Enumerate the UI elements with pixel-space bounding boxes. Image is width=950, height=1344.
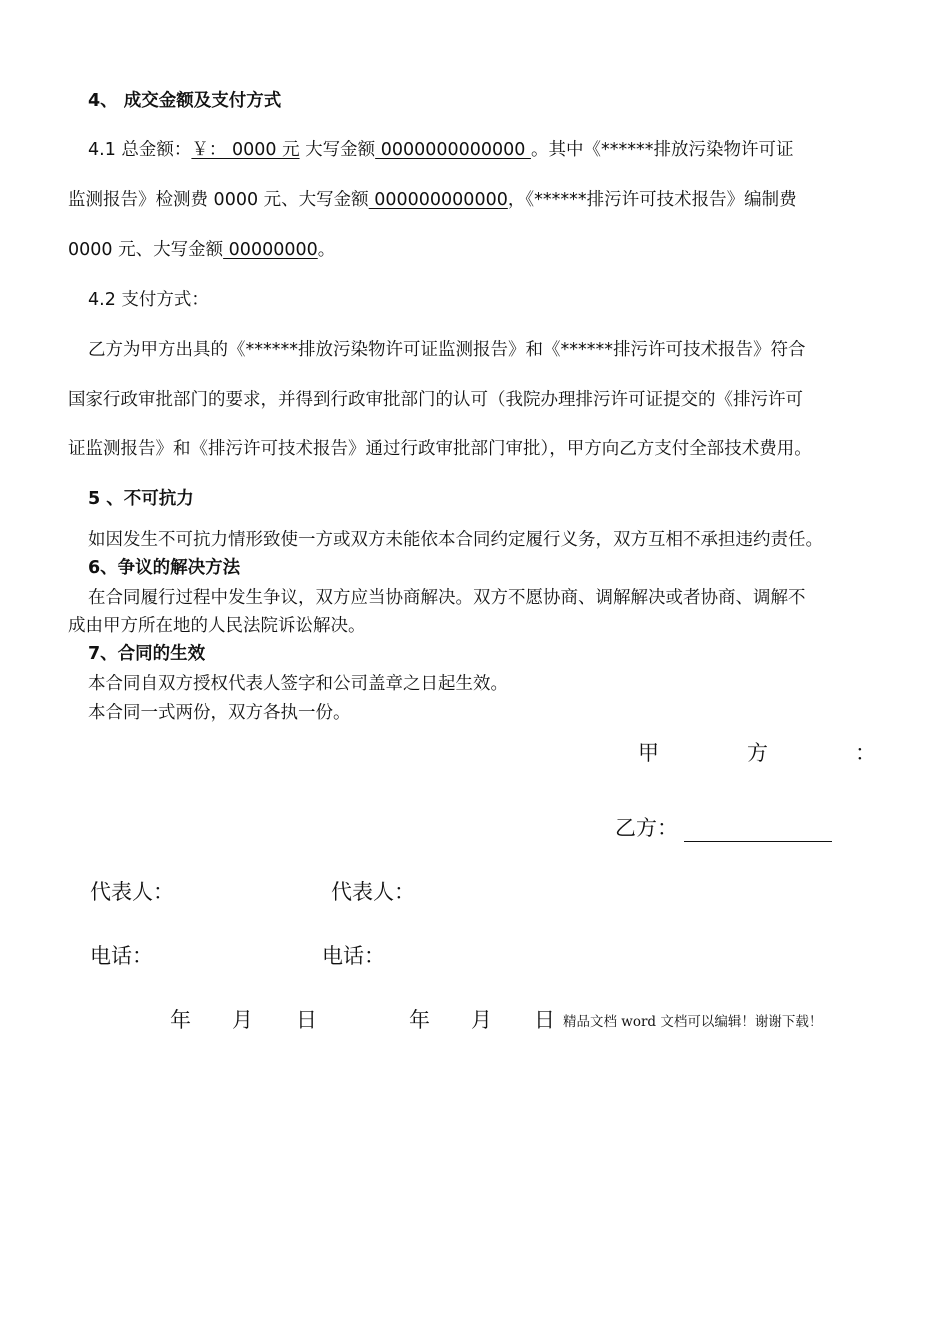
section-5-heading: 5 、不可抗力 xyxy=(88,489,194,509)
section-4-1-line3-suffix: 。 xyxy=(317,240,336,260)
footer-note: 精品文档 word 文档可以编辑！谢谢下载！ xyxy=(563,1014,823,1030)
testing-fee-words: 000000000000 xyxy=(368,190,508,210)
date-a-year: 年 xyxy=(170,1008,191,1032)
section-4-2-line2: 国家行政审批部门的要求，并得到行政审批部门的认可（我院办理排污许可证提交的《排污许可 xyxy=(68,390,803,410)
party-a-char2: 方 xyxy=(747,741,768,765)
compile-fee-words: 00000000 xyxy=(223,240,318,260)
amount-in-words-value: 0000000000000 xyxy=(375,140,532,160)
rep-b-label: 代表人： xyxy=(331,880,415,904)
section-6-heading: 6、争议的解决方法 xyxy=(88,558,241,578)
section-4-2-heading: 4.2 支付方式： xyxy=(88,290,209,310)
testing-fee-text: 监测报告》检测费 0000 元、大写金额 xyxy=(68,190,369,210)
phone-b-label: 电话： xyxy=(322,944,385,968)
party-a-char1: 甲 xyxy=(638,741,659,765)
section-7-body-line2: 本合同一式两份，双方各执一份。 xyxy=(88,703,351,723)
date-a-day: 日 xyxy=(296,1008,317,1032)
section-4-1-line1 xyxy=(88,138,882,162)
section-4-heading: 4、 成交金额及支付方式 xyxy=(88,91,282,111)
rep-a-label: 代表人： xyxy=(90,880,174,904)
section-6-body-line1: 在合同履行过程中发生争议，双方应当协商解决。双方不愿协商、调解解决或者协商、调解不 xyxy=(88,588,806,608)
amount-in-words-label: 大写金额 xyxy=(299,140,376,160)
party-b-line xyxy=(615,812,832,842)
section-4-1-line3 xyxy=(68,238,882,262)
total-amount-label: 4.1 总金额： xyxy=(88,140,192,160)
section-4-1-line1-suffix: 。其中《******排放污染物许可证 xyxy=(531,140,794,160)
section-4-2-line3: 证监测报告》和《排污许可技术报告》通过行政审批部门审批），甲方向乙方支付全部技术费用。 xyxy=(68,439,812,459)
section-4-1-line2 xyxy=(68,188,882,212)
date-b-month: 月 xyxy=(471,1008,492,1032)
section-4-2-line1: 乙方为甲方出具的《******排放污染物许可证监测报告》和《******排污许可技术报告》符合 xyxy=(88,340,806,360)
date-a-month: 月 xyxy=(232,1008,253,1032)
total-amount-value: ￥： 0000 元 xyxy=(191,140,300,160)
date-b-year: 年 xyxy=(409,1008,430,1032)
section-5-body: 如因发生不可抗力情形致使一方或双方未能依本合同约定履行义务，双方互相不承担违约责任。 xyxy=(88,530,823,550)
section-7-heading: 7、合同的生效 xyxy=(88,644,206,664)
compile-fee-text: 0000 元、大写金额 xyxy=(68,240,224,260)
party-b-blank xyxy=(684,821,832,842)
section-7-body-line1: 本合同自双方授权代表人签字和公司盖章之日起生效。 xyxy=(88,674,508,694)
section-6-body-line2: 成由甲方所在地的人民法院诉讼解决。 xyxy=(68,616,366,636)
section-4-1-line2-suffix: ，《******排污许可技术报告》编制费 xyxy=(507,190,797,210)
phone-a-label: 电话： xyxy=(90,944,153,968)
party-a-colon: ： xyxy=(855,741,876,765)
party-b-label: 乙方： xyxy=(615,816,678,840)
date-b-day: 日 xyxy=(534,1008,555,1032)
